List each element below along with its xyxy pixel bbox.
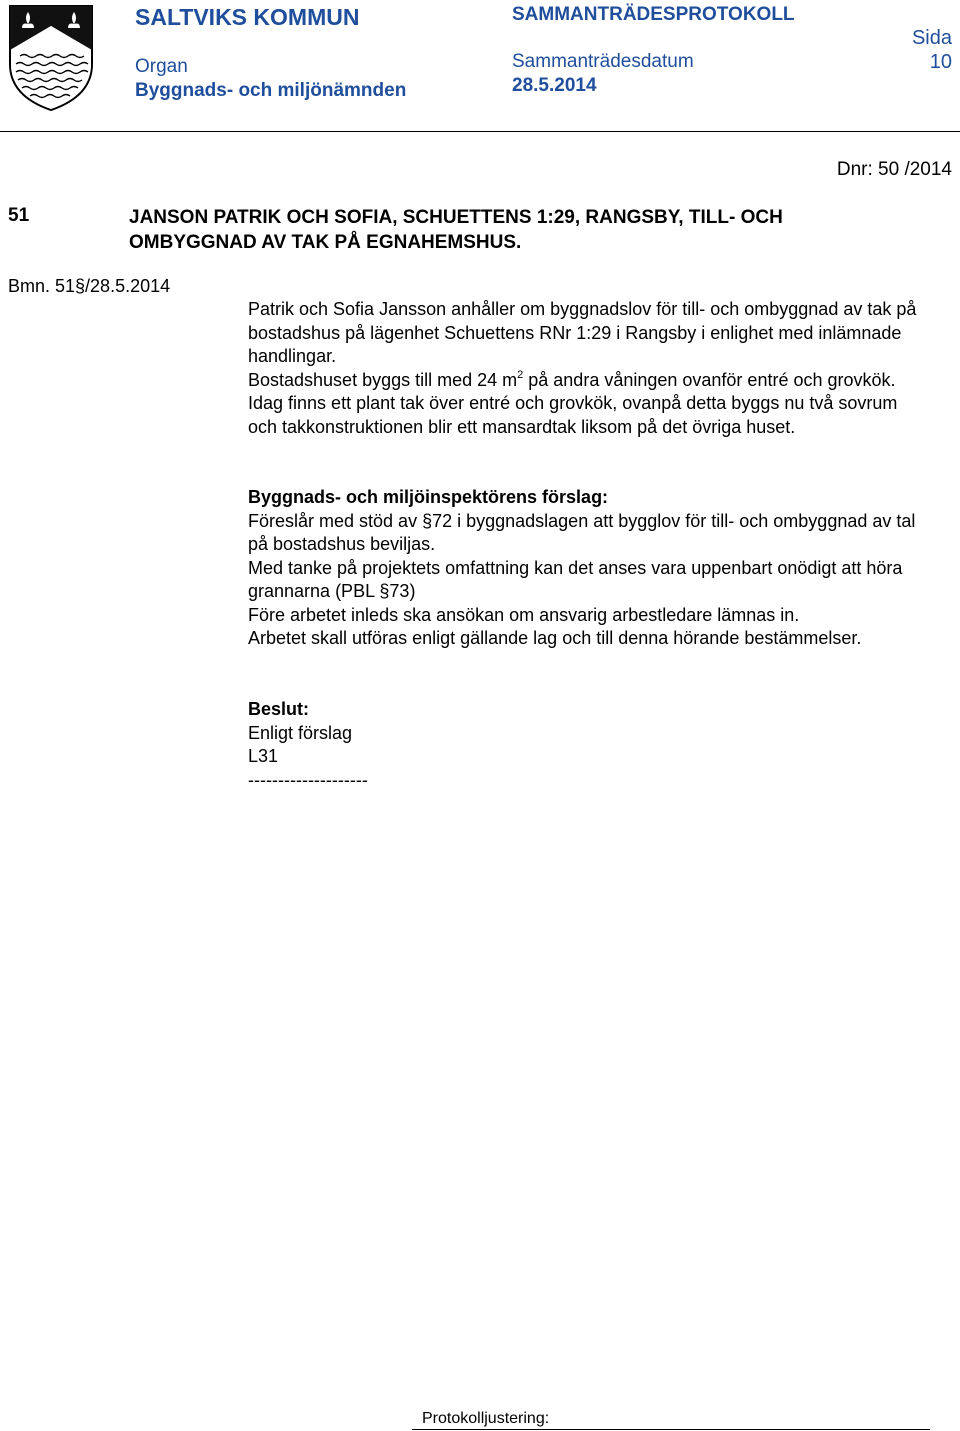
decision-text: Enligt förslag	[248, 722, 353, 743]
decision-separator: --------------------	[248, 769, 368, 790]
area-unit-superscript: 2	[517, 368, 524, 381]
document-title: SAMMANTRÄDESPROTOKOLL	[512, 4, 795, 25]
page-label: Sida	[911, 27, 952, 49]
proposal-line-3: Före arbetet inleds ska ansökan om ansvarig arbestledare lämnas in.	[248, 604, 800, 625]
proposal-line-2: Med tanke på projektets omfattning kan det anses vara uppenbart onödigt att höra grannarna (PBL §73)	[248, 557, 903, 601]
section-number: 51	[8, 205, 30, 226]
extension-paragraph	[248, 369, 928, 440]
extension-text-start: Bostadshuset byggs till med 24 m	[248, 369, 518, 390]
proposal-line-4: Arbetet skall utföras enligt gällande lag och till denna hörande bestämmelser.	[248, 628, 862, 648]
decision-code: L31	[248, 746, 279, 766]
municipal-crest-icon	[8, 4, 94, 112]
page-number: 10	[929, 51, 952, 73]
organ-label: Organ	[135, 56, 188, 77]
signature-line	[412, 1429, 930, 1430]
diary-number: Dnr: 50 /2014	[836, 159, 952, 180]
board-reference: Bmn. 51§/28.5.2014	[8, 276, 171, 296]
header-divider	[0, 131, 960, 132]
decision-block	[248, 698, 928, 792]
organ-value: Byggnads- och miljönämnden	[135, 80, 407, 101]
proposal-line-1: Föreslår med stöd av §72 i byggnadslagen att bygglov för till- och ombyggnad av tal på bostadshus beviljas.	[248, 510, 916, 554]
inspector-proposal	[248, 486, 928, 651]
proposal-heading: Byggnads- och miljöinspektörens förslag:	[248, 487, 609, 507]
intro-paragraph: Patrik och Sofia Jansson anhåller om byggnadslov för till- och ombyggnad av tak på bostadshus på lägenhet Schuettens RNr 1:29 i Rangsby i enlighet med inlämnade handlingar.	[248, 299, 917, 366]
meeting-date-label: Sammanträdesdatum	[512, 51, 694, 72]
decision-heading: Beslut:	[248, 699, 310, 719]
meeting-date-value: 28.5.2014	[512, 75, 597, 96]
case-description	[248, 298, 928, 439]
minutes-verification-label: Protokolljustering:	[422, 1410, 550, 1427]
extension-text-end: på andra våningen ovanför entré och grovkök. Idag finns ett plant tak över entré och grovkök, ovanpå detta byggs nu två sovrum och takkonstruktionen blir ett mansardtak liksom på det övriga huset.	[248, 369, 898, 437]
section-title: JANSON PATRIK OCH SOFIA, SCHUETTENS 1:29, RANGSBY, TILL- OCH OMBYGGNAD AV TAK PÅ EGNAHEMSHUS.	[129, 207, 783, 253]
municipality-name: SALTVIKS KOMMUN	[135, 4, 360, 30]
